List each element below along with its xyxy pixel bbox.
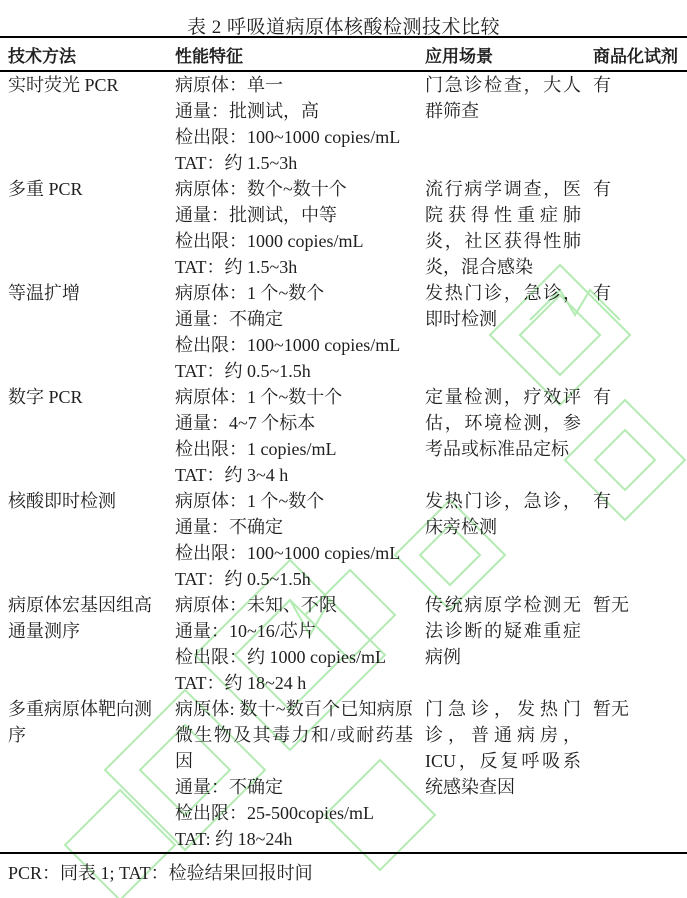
table-row [0, 280, 687, 384]
performance-line: 检出限：约 1000 copies/mL [175, 647, 386, 667]
performance-line: TAT：约 0.5~1.5h [175, 361, 311, 381]
performance-line: 检出限：100~1000 copies/mL [175, 543, 401, 563]
performance-cell [167, 72, 417, 176]
table-header-row [0, 36, 687, 72]
performance-line: 检出限：1000 copies/mL [175, 231, 364, 251]
application-cell: 流行病学调查，医院获得性重症肺炎，社区获得性肺炎，混合感染 [425, 179, 581, 277]
performance-line: 病原体：数个~数十个 [175, 179, 347, 199]
table-row [0, 72, 687, 176]
table-row [0, 176, 687, 280]
header-application: 应用场景 [425, 46, 493, 66]
performance-line: TAT: 约 18~24h [175, 829, 293, 849]
application-cell: 定量检测，疗效评估，环境检测，参考品或标准品定标 [425, 387, 581, 459]
performance-line: 通量：10~16/芯片 [175, 621, 316, 641]
commercial-cell: 有 [593, 75, 611, 95]
method-cell: 实时荧光 PCR [8, 75, 119, 95]
method-cell: 病原体宏基因组高通量测序 [8, 595, 152, 641]
performance-line: 检出限：25-500copies/mL [175, 803, 374, 823]
performance-line: 病原体：1 个~数个 [175, 491, 325, 511]
performance-line: 病原体：1 个~数十个 [175, 387, 343, 407]
application-cell: 发热门诊，急诊，即时检测 [425, 283, 581, 329]
commercial-cell: 有 [593, 283, 611, 303]
performance-line: 病原体: 数十~数百个已知病原微生物及其毒力和/或耐药基因 [175, 699, 413, 771]
performance-cell [167, 592, 417, 696]
performance-line: 检出限：100~1000 copies/mL [175, 335, 401, 355]
performance-cell [167, 696, 417, 852]
method-cell: 核酸即时检测 [8, 491, 116, 511]
application-cell: 传统病原学检测无法诊断的疑难重症病例 [425, 595, 581, 667]
performance-line: 通量：4~7 个标本 [175, 413, 316, 433]
performance-line: TAT：约 18~24 h [175, 673, 307, 693]
performance-cell [167, 488, 417, 592]
table-row [0, 488, 687, 592]
performance-line: 病原体：单一 [175, 75, 283, 95]
method-cell: 多重病原体靶向测序 [8, 699, 152, 745]
performance-line: 检出限：100~1000 copies/mL [175, 127, 401, 147]
table-row [0, 384, 687, 488]
commercial-cell: 暂无 [593, 595, 629, 615]
performance-line: 通量：不确定 [175, 309, 283, 329]
application-cell: 门急诊，发热门诊，普通病房，ICU，反复呼吸系统感染查因 [425, 699, 581, 797]
method-cell: 数字 PCR [8, 387, 83, 407]
performance-cell [167, 384, 417, 488]
application-cell: 发热门诊，急诊，床旁检测 [425, 491, 581, 537]
commercial-cell: 暂无 [593, 699, 629, 719]
table-body [0, 72, 687, 852]
header-performance: 性能特征 [175, 46, 243, 66]
performance-line: TAT：约 3~4 h [175, 465, 289, 485]
performance-line: 通量：批测试，高 [175, 101, 319, 121]
performance-line: TAT：约 0.5~1.5h [175, 569, 311, 589]
performance-line: 通量：批测试，中等 [175, 205, 337, 225]
performance-cell [167, 176, 417, 280]
performance-line: 病原体：1 个~数个 [175, 283, 325, 303]
performance-line: 病原体：未知、不限 [175, 595, 337, 615]
table-row [0, 592, 687, 696]
performance-cell [167, 280, 417, 384]
table-row [0, 696, 687, 852]
performance-line: 通量：不确定 [175, 777, 283, 797]
application-cell: 门急诊检查，大人群筛查 [425, 75, 581, 121]
performance-line: 通量：不确定 [175, 517, 283, 537]
table-title: 表 2 呼吸道病原体核酸检测技术比较 [186, 17, 500, 38]
performance-line: TAT：约 1.5~3h [175, 257, 298, 277]
commercial-cell: 有 [593, 491, 611, 511]
commercial-cell: 有 [593, 179, 611, 199]
method-cell: 等温扩增 [8, 283, 80, 303]
performance-line: 检出限：1 copies/mL [175, 439, 337, 459]
header-commercial: 商品化试剂 [593, 46, 678, 66]
commercial-cell: 有 [593, 387, 611, 407]
method-cell: 多重 PCR [8, 179, 83, 199]
header-method: 技术方法 [8, 46, 76, 66]
table-footnote: PCR：同表 1; TAT：检验结果回报时间 [0, 852, 687, 890]
performance-line: TAT：约 1.5~3h [175, 153, 298, 173]
